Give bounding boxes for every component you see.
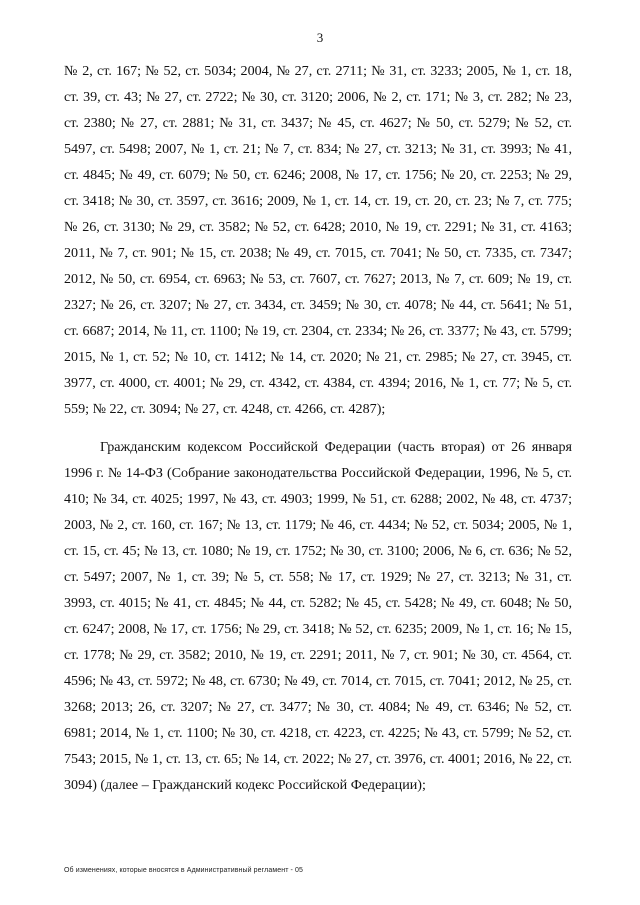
paragraph-continued-citations: № 2, ст. 167; № 52, ст. 5034; 2004, № 27, ст. 2711; № 31, ст. 3233; 2005, № 1, ст. 18, ст. 39, ст. 43; № 27, ст. 2722; № 30, ст. 3120; 2006, № 2, ст. 171; № 3, ст. 282; № 23, ст. 2380; № 27, ст. 2881; № 31, ст. 3437; № 45, ст. 4627; № 50, ст. 5279; № 52, ст. 5497, ст. 5498; 2007, № 1, ст. 21; № 7, ст. 834; № 27, ст. 3213; № 31, ст. 3993; № 41, ст. 4845; № 49, ст. 6079; № 50, ст. 6246; 2008, № 17, ст. 1756; № 20, ст. 2253; № 29, ст. 3418; № 30, ст. 3597, ст. 3616; 2009, № 1, ст. 14, ст. 19, ст. 20, ст. 23; № 7, ст. 775; № 26, ст. 3130; № 29, ст. 3582; № 52, ст. 6428; 2010, № 19, ст. 2291; № 31, ст. 4163; 2011, № 7, ст. 901; № 15, ст. 2038; № 49, ст. 7015, ст. 7041; № 50, ст. 7335, ст. 7347; 2012, № 50, ст. 6954, ст. 6963; № 53, ст. 7607, ст. 7627; 2013, № 7, ст. 609; № 19, ст. 2327; № 26, ст. 3207; № 27, ст. 3434, ст. 3459; № 30, ст. 4078; № 44, ст. 5641; № 51, ст. 6687; 2014, № 11, ст. 1100; № 19, ст. 2304, ст. 2334; № 26, ст. 3377; № 43, ст. 5799; 2015, № 1, ст. 52; № 10, ст. 1412; № 14, ст. 2020; № 21, ст. 2985; № 27, ст. 3945, ст. 3977, ст. 4000, ст. 4001; № 29, ст. 4342, ст. 4384, ст. 4394; 2016, № 1, ст. 77; № 5, ст. 559; № 22, ст. 3094; № 27, ст. 4248, ст. 4266, ст. 4287); [64,63,572,417]
paragraph-civil-code-part-two: Гражданским кодексом Российской Федерации (часть вторая) от 26 января 1996 г. № 14-ФЗ (Собрание законодательства Российской Федерации, 1996, № 5, ст. 410; № 34, ст. 4025; 1997, № 43, ст. 4903; 1999, № 51, ст. 6288; 2002, № 48, ст. 4737; 2003, № 2, ст. 160, ст. 167; № 13, ст. 1179; № 46, ст. 4434; № 52, ст. 5034; 2005, № 1, ст. 15, ст. 45; № 13, ст. 1080; № 19, ст. 1752; № 30, ст. 3100; 2006, № 6, ст. 636; № 52, ст. 5497; 2007, № 1, ст. 39; № 5, ст. 558; № 17, ст. 1929; № 27, ст. 3213; № 31, ст. 3993, ст. 4015; № 41, ст. 4845; № 44, ст. 5282; № 45, ст. 5428; № 49, ст. 6048; № 50, ст. 6247; 2008, № 17, ст. 1756; № 29, ст. 3418; № 52, ст. 6235; 2009, № 1, ст. 16; № 15, ст. 1778; № 29, ст. 3582; 2010, № 19, ст. 2291; 2011, № 7, ст. 901; № 30, ст. 4564, ст. 4596; № 43, ст. 5972; № 48, ст. 6730; № 49, ст. 7014, ст. 7015, ст. 7041; 2012, № 25, ст. 3268; 2013; 26, ст. 3207; № 27, ст. 3477; № 30, ст. 4084; № 49, ст. 6346; № 52, ст. 6981; 2014, № 1, ст. 1100; № 30, ст. 4218, ст. 4223, ст. 4225; № 43, ст. 5799; № 52, ст. 7543; 2015, № 1, ст. 13, ст. 65; № 14, ст. 2022; № 27, ст. 3976, ст. 4001; 2016, № 22, ст. 3094) (далее – Гражданский кодекс Российской Федерации); [64,439,572,793]
page-footer: Об изменениях, которые вносятся в Административный регламент - 05 [64,867,304,874]
document-body [64,58,572,798]
page-number: 3 [316,30,324,45]
